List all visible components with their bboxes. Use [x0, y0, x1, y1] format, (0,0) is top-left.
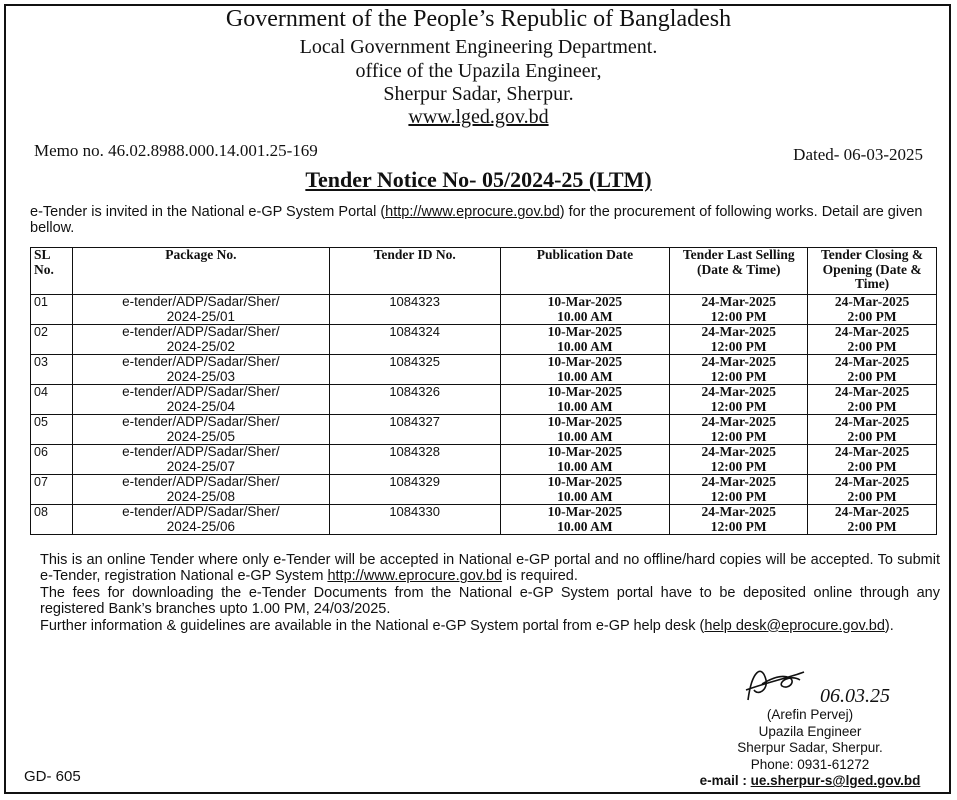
col-header-last-selling: Tender Last Selling (Date & Time)	[670, 248, 808, 295]
sl-value: 03	[34, 355, 48, 369]
cell-publication	[500, 325, 670, 355]
cell-publication	[500, 415, 670, 445]
cell-package	[72, 475, 329, 505]
selling-time: 12:00 PM	[710, 518, 767, 534]
note-1-text: This is an online Tender where only e-Tender will be accepted in National e-GP portal and no offline/hard copies will be accepted. To submit e-Tender, registration National e-GP System	[40, 552, 940, 585]
cell-last-selling	[670, 445, 808, 475]
closing-date: 24-Mar-2025	[834, 354, 910, 369]
package-line-1: e-tender/ADP/Sadar/Sher/	[122, 414, 280, 429]
note-3-end: ).	[884, 617, 894, 634]
signatory-block	[690, 707, 930, 790]
cell-publication	[500, 295, 670, 325]
closing-time: 2:00 PM	[847, 398, 897, 414]
table-row	[31, 445, 937, 475]
cell-closing	[808, 325, 937, 355]
cell-package	[72, 415, 329, 445]
package-line-1: e-tender/ADP/Sadar/Sher/	[122, 504, 280, 519]
selling-date: 24-Mar-2025	[701, 474, 776, 489]
notice-date: Dated- 06-03-2025	[793, 145, 923, 164]
memo-number: Memo no. 46.02.8988.000.14.001.25-169	[34, 141, 318, 160]
publication-time: 10.00 AM	[557, 428, 613, 444]
sl-value: 01	[34, 295, 48, 309]
cell-publication	[500, 385, 670, 415]
selling-date: 24-Mar-2025	[701, 504, 776, 519]
package-line-2: 2024-25/05	[166, 428, 236, 444]
closing-date: 24-Mar-2025	[834, 324, 910, 339]
table-row	[31, 355, 937, 385]
signatory-designation: Upazila Engineer	[758, 723, 862, 739]
cell-package	[72, 445, 329, 475]
website-link[interactable]: www.lged.gov.bd	[408, 106, 549, 128]
email-label: e-mail :	[699, 773, 751, 788]
cell-last-selling	[670, 355, 808, 385]
publication-time: 10.00 AM	[557, 488, 613, 504]
note-further-info	[40, 618, 940, 634]
cell-closing	[808, 385, 937, 415]
col-header-tender-id: Tender ID No.	[329, 248, 500, 295]
note-eprocure-link[interactable]: http://www.eprocure.gov.bd	[327, 568, 503, 585]
closing-time: 2:00 PM	[847, 308, 897, 324]
cell-closing	[808, 505, 937, 535]
selling-time: 12:00 PM	[710, 308, 767, 324]
publication-date: 10-Mar-2025	[547, 504, 623, 519]
cell-last-selling	[670, 295, 808, 325]
footer-code: GD- 605	[24, 768, 81, 785]
tender-id-value: 1084328	[389, 444, 440, 459]
office-name: office of the Upazila Engineer,	[355, 60, 602, 82]
signatory-office: Sherpur Sadar, Sherpur.	[737, 740, 883, 755]
table-row	[31, 295, 937, 325]
cell-closing	[808, 295, 937, 325]
selling-time: 12:00 PM	[710, 458, 767, 474]
cell-closing	[808, 415, 937, 445]
closing-time: 2:00 PM	[847, 338, 897, 354]
cell-tender-id	[329, 445, 500, 475]
cell-publication	[500, 475, 670, 505]
signatory-name: (Arefin Pervej)	[766, 707, 854, 722]
cell-tender-id	[329, 415, 500, 445]
sl-value: 02	[34, 325, 48, 339]
tender-id-value: 1084325	[389, 354, 440, 369]
sl-value: 07	[34, 475, 48, 489]
tender-id-value: 1084326	[389, 384, 440, 399]
closing-time: 2:00 PM	[847, 458, 897, 474]
selling-date: 24-Mar-2025	[701, 414, 776, 429]
publication-time: 10.00 AM	[557, 518, 613, 534]
cell-publication	[500, 445, 670, 475]
publication-time: 10.00 AM	[557, 458, 613, 474]
cell-last-selling	[670, 475, 808, 505]
package-line-1: e-tender/ADP/Sadar/Sher/	[122, 354, 280, 369]
closing-time: 2:00 PM	[847, 488, 897, 504]
package-line-2: 2024-25/04	[166, 398, 236, 414]
intro-text: e-Tender is invited in the National e-GP System Portal (	[30, 204, 386, 220]
tender-id-value: 1084329	[389, 474, 440, 489]
signature-date: 06.03.25	[820, 685, 890, 707]
cell-tender-id	[329, 325, 500, 355]
govt-title: Government of the People’s Republic of Bangladesh	[225, 6, 732, 32]
cell-sl	[31, 355, 73, 385]
intro-paragraph	[30, 204, 942, 236]
package-line-1: e-tender/ADP/Sadar/Sher/	[122, 324, 280, 339]
cell-sl	[31, 295, 73, 325]
package-line-2: 2024-25/03	[166, 368, 236, 384]
table-row	[31, 475, 937, 505]
package-line-1: e-tender/ADP/Sadar/Sher/	[122, 444, 280, 459]
closing-date: 24-Mar-2025	[834, 444, 910, 459]
selling-time: 12:00 PM	[710, 338, 767, 354]
signatory-phone: Phone: 0931-61272	[750, 756, 870, 772]
cell-closing	[808, 445, 937, 475]
publication-date: 10-Mar-2025	[547, 294, 623, 309]
selling-date: 24-Mar-2025	[701, 294, 776, 309]
tender-table	[30, 247, 937, 535]
handwritten-signature	[738, 660, 898, 710]
cell-sl	[31, 505, 73, 535]
table-row	[31, 415, 937, 445]
selling-date: 24-Mar-2025	[701, 384, 776, 399]
cell-sl	[31, 415, 73, 445]
cell-last-selling	[670, 505, 808, 535]
cell-tender-id	[329, 295, 500, 325]
closing-time: 2:00 PM	[847, 428, 897, 444]
cell-sl	[31, 445, 73, 475]
sl-value: 06	[34, 445, 48, 459]
cell-package	[72, 505, 329, 535]
cell-package	[72, 325, 329, 355]
table-row	[31, 385, 937, 415]
cell-tender-id	[329, 355, 500, 385]
cell-last-selling	[670, 415, 808, 445]
table-row	[31, 505, 937, 535]
cell-closing	[808, 355, 937, 385]
sl-value: 05	[34, 415, 48, 429]
cell-tender-id	[329, 385, 500, 415]
cell-tender-id	[329, 475, 500, 505]
cell-sl	[31, 475, 73, 505]
publication-date: 10-Mar-2025	[547, 474, 623, 489]
package-line-1: e-tender/ADP/Sadar/Sher/	[122, 384, 280, 399]
table-header-row	[31, 248, 937, 295]
cell-tender-id	[329, 505, 500, 535]
selling-time: 12:00 PM	[710, 428, 767, 444]
note-fees: The fees for downloading the e-Tender Documents from the National e-GP System portal have to be deposited online through any registered Bank’s branches upto 1.00 PM, 24/03/2025.	[40, 584, 940, 618]
sl-value: 04	[34, 385, 48, 399]
office-location: Sherpur Sadar, Sherpur.	[383, 83, 574, 105]
selling-date: 24-Mar-2025	[701, 324, 776, 339]
package-line-2: 2024-25/07	[166, 458, 236, 474]
package-line-2: 2024-25/01	[166, 308, 236, 324]
tender-id-value: 1084327	[389, 414, 440, 429]
note-1-end: is required.	[502, 568, 578, 585]
closing-date: 24-Mar-2025	[834, 294, 910, 309]
intro-text-end: ) for the procurement of following works. Detail are given bellow.	[30, 204, 923, 236]
selling-time: 12:00 PM	[710, 488, 767, 504]
col-header-publication: Publication Date	[500, 248, 670, 295]
col-header-closing: Tender Closing & Opening (Date & Time)	[808, 248, 937, 295]
publication-time: 10.00 AM	[557, 368, 613, 384]
closing-date: 24-Mar-2025	[834, 504, 910, 519]
package-line-1: e-tender/ADP/Sadar/Sher/	[122, 294, 280, 309]
col-header-package: Package No.	[72, 248, 329, 295]
publication-time: 10.00 AM	[557, 308, 613, 324]
notice-title: Tender Notice No- 05/2024-25 (LTM)	[305, 167, 652, 192]
package-line-1: e-tender/ADP/Sadar/Sher/	[122, 474, 280, 489]
package-line-2: 2024-25/02	[166, 338, 236, 354]
sl-value: 08	[34, 505, 48, 519]
signatory-email-link[interactable]: ue.sherpur-s@lged.gov.bd	[750, 773, 921, 788]
publication-time: 10.00 AM	[557, 338, 613, 354]
cell-publication	[500, 355, 670, 385]
cell-last-selling	[670, 325, 808, 355]
publication-date: 10-Mar-2025	[547, 384, 623, 399]
cell-sl	[31, 325, 73, 355]
publication-date: 10-Mar-2025	[547, 324, 623, 339]
cell-publication	[500, 505, 670, 535]
table-row	[31, 325, 937, 355]
closing-date: 24-Mar-2025	[834, 384, 910, 399]
publication-date: 10-Mar-2025	[547, 414, 623, 429]
cell-package	[72, 385, 329, 415]
note-3-text: Further information & guidelines are available in the National e-GP System portal from e-GP help desk (	[40, 617, 705, 634]
terms-notes	[40, 552, 940, 634]
tender-id-value: 1084323	[389, 294, 440, 309]
cell-last-selling	[670, 385, 808, 415]
publication-date: 10-Mar-2025	[547, 354, 623, 369]
cell-sl	[31, 385, 73, 415]
cell-package	[72, 355, 329, 385]
col-header-sl: SL No.	[31, 248, 73, 295]
publication-date: 10-Mar-2025	[547, 444, 623, 459]
selling-date: 24-Mar-2025	[701, 354, 776, 369]
department-name: Local Government Engineering Department.	[299, 36, 658, 58]
closing-date: 24-Mar-2025	[834, 474, 910, 489]
helpdesk-email-link[interactable]: help desk@eprocure.gov.bd	[704, 617, 885, 634]
selling-time: 12:00 PM	[710, 368, 767, 384]
publication-time: 10.00 AM	[557, 398, 613, 414]
closing-time: 2:00 PM	[847, 368, 897, 384]
eprocure-link[interactable]: http://www.eprocure.gov.bd	[385, 204, 560, 220]
selling-time: 12:00 PM	[710, 398, 767, 414]
package-line-2: 2024-25/06	[166, 518, 236, 534]
tender-id-value: 1084324	[389, 324, 440, 339]
note-online-tender	[40, 552, 940, 585]
cell-closing	[808, 475, 937, 505]
signatory-email	[690, 773, 930, 790]
tender-id-value: 1084330	[389, 504, 440, 519]
package-line-2: 2024-25/08	[166, 488, 236, 504]
tender-rows	[31, 295, 937, 535]
closing-date: 24-Mar-2025	[834, 414, 910, 429]
cell-package	[72, 295, 329, 325]
closing-time: 2:00 PM	[847, 518, 897, 534]
selling-date: 24-Mar-2025	[701, 444, 776, 459]
